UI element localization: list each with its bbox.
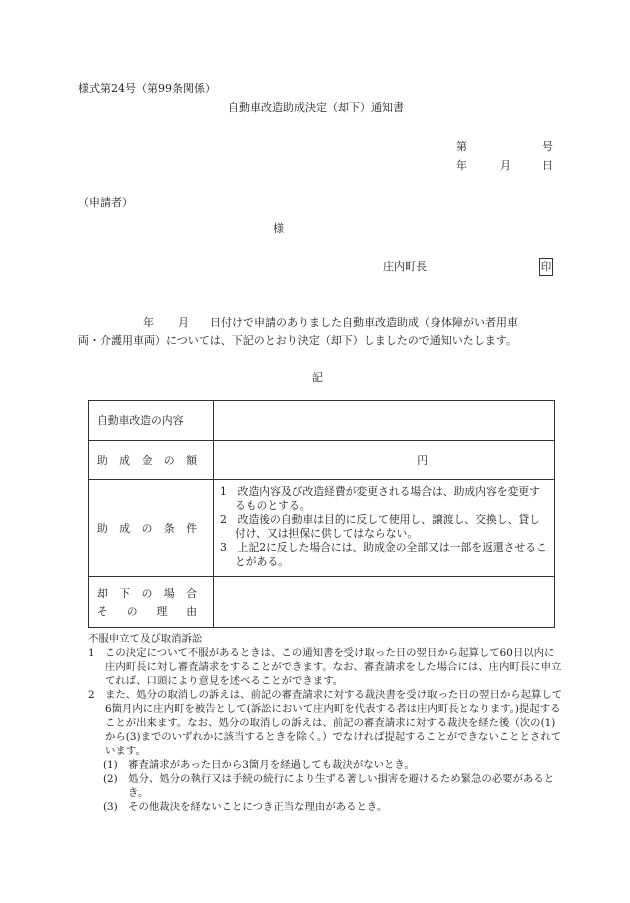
row-amount-value: 円 (214, 441, 555, 480)
row-reason-label: 却 下 の 場 合 そ の 理 由 (89, 577, 214, 628)
condition-1: 1 改造内容及び改造経費が変更される場合は、助成内容を変更するものとする。 (220, 485, 540, 512)
issuer-name: 庄内町長 (383, 260, 427, 273)
notes-item-1: 1 この決定について不服があるときは、この通知書を受け取った日の翌日から起算して60日以内に庄内町長に対し審査請求をすることができます。なお、審査請求をした場合には、庄内町長に申立てれば、口頭により意見を述べることができます。 (88, 647, 562, 687)
applicant-label: （申請者） (78, 196, 133, 209)
date-year: 年 (456, 159, 467, 172)
body-month: 月 (178, 316, 189, 329)
notes-item-2: 2 また、処分の取消しの訴えは、前記の審査請求に対する裁決書を受け取った日の翌日から起算して6箇月内に庄内町を被告として(訴訟において庄内町を代表する者は庄内町長となります。)提起することが出来ます。なお、処分の取消しの訴えは、前記の審査請求に対する裁決を経た後（次の(1)から(3)までのいずれかに該当するときを除く。）でなければ提起することができないこととされています。 (88, 689, 563, 757)
page-title: 自動車改造助成決定（却下）通知書 (228, 101, 404, 114)
applicant-sama: 様 (273, 222, 284, 235)
body-year: 年 (143, 316, 154, 329)
row-content-value (214, 401, 555, 441)
ki-heading: 記 (312, 371, 323, 384)
row-conditions-value (214, 480, 555, 577)
doc-number-dai: 第 (456, 140, 467, 153)
form-number: 様式第24号（第99条関係） (78, 82, 216, 95)
body-line1: 日付けで申請のありました自動車改造助成（身体障がい者用車 (210, 316, 518, 329)
date-day: 日 (542, 159, 553, 172)
condition-3: 3 上記2に反した場合には、助成金の全部又は一部を返還させることがある。 (220, 541, 547, 568)
notes-sub-3: (3) その他裁決を経ないことにつき正当な理由があるとき。 (103, 801, 388, 813)
body-line2: 両・介護用車両）については、下記のとおり決定（却下）しましたので通知いたします。 (78, 334, 517, 347)
row-amount-label: 助 成 金 の 額 (89, 441, 214, 480)
condition-2: 2 改造後の自動車は目的に反して使用し、譲渡し、交換し、貸し付け、又は担保に供してはならない。 (220, 513, 540, 540)
appeal-notes (88, 632, 563, 814)
notes-sub-1: (1) 審査請求があった日から3箇月を経過しても裁決がないとき。 (103, 759, 415, 771)
date-month: 月 (500, 159, 511, 172)
seal-mark: 印 (539, 258, 553, 276)
notes-heading: 不服申立て及び取消訴訟 (88, 633, 203, 645)
row-content-label: 自動車改造の内容 (89, 401, 214, 441)
details-table (88, 400, 555, 628)
notes-sub-2: (2) 処分、処分の執行又は手続の続行により生ずる著しい損害を避けるため緊急の必要があるとき。 (103, 773, 555, 799)
doc-number-go: 号 (542, 140, 553, 153)
row-reason-value (214, 577, 555, 628)
row-conditions-label: 助 成 の 条 件 (89, 480, 214, 577)
